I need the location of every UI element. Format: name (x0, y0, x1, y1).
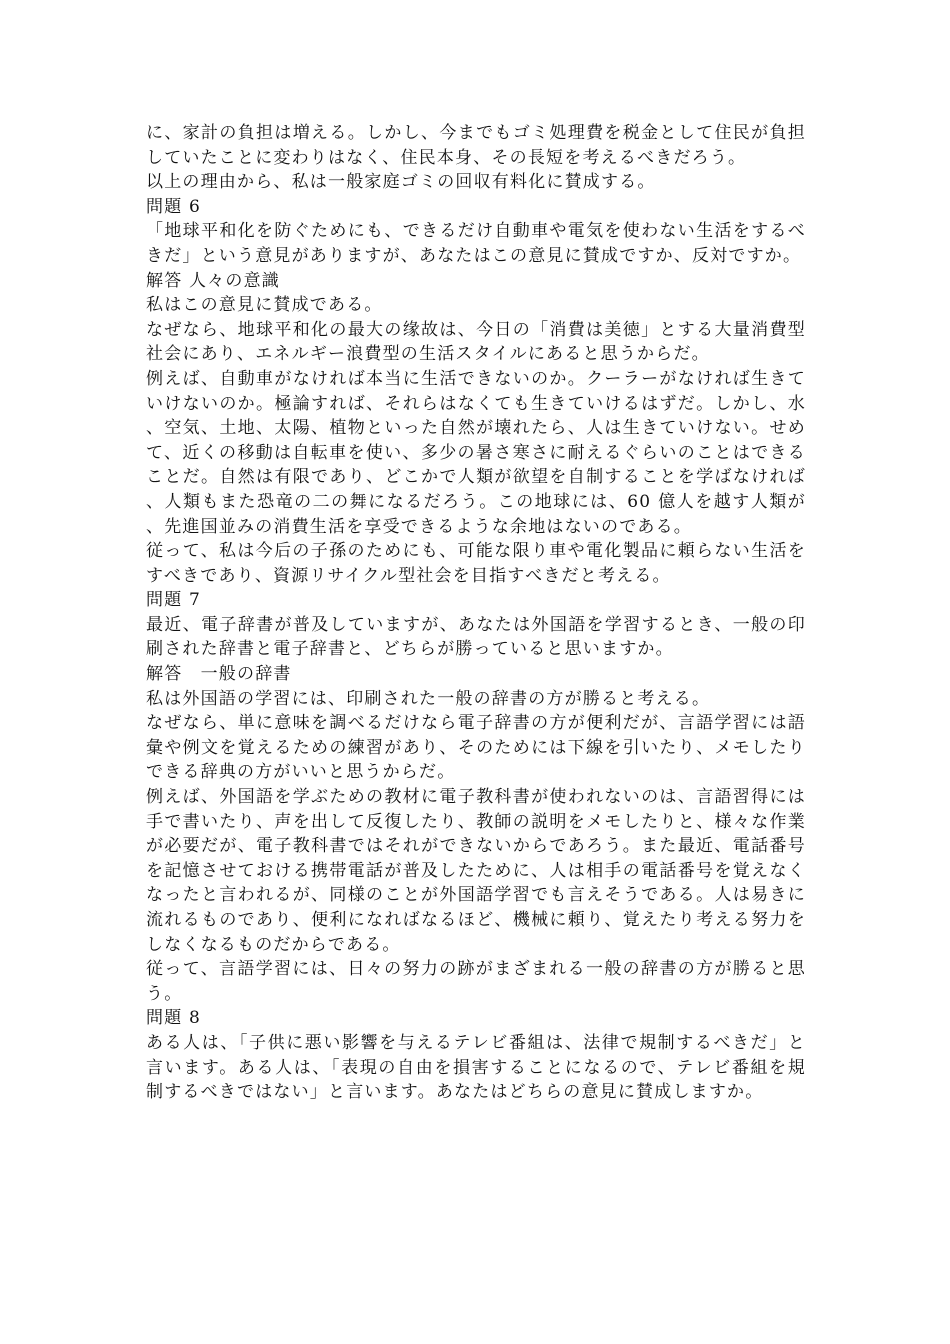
document-body (146, 121, 806, 1105)
answer-6-opinion: 私はこの意見に賛成である。 (146, 295, 383, 316)
answer-6-conclusion: 従って、私は今后の子孫のためにも、可能な限り車や電化製品に頼らない生活をすべきであり、資源リサイクル型社会を目指すべきだと考える。 (146, 541, 806, 586)
answer-6-example: 例えば、自動車がなければ本当に生活できないのか。クーラーがなければ生きていけないのか。極論すれば、それらはなくても生きていけるはずだ。しかし、水、空気、土地、太陽、植物といった自然が壊れたら、人は生きていけない。せめて、近くの移動は自転車を使い、多少の暑さ寒さに耐えるぐらいのことはできることだ。自然は有限であり、どこかで人類が欲望を自制することを学ばなければ、人類もまた恐竜の二の舞になるだろう。この地球には、60 億人を越す人類が、先進国並みの消費生活を享受できるような余地はないのである。 (146, 368, 806, 537)
question-8-text: ある人は、「子供に悪い影響を与えるテレビ番組は、法律で規制するべきだ」と言います。ある人は、「表現の自由を損害することになるので、テレビ番組を規制するべきではない」と言います。あなたはどちらの意見に賛成しますか。 (146, 1032, 806, 1103)
question-6-text: 「地球平和化を防ぐためにも、できるだけ自動車や電気を使わない生活をするべきだ」という意見がありますが、あなたはこの意見に賛成ですか、反対ですか。 (146, 221, 806, 266)
answer-6-heading: 解答 人々の意識 (146, 270, 281, 291)
question-6-heading: 問題 6 (146, 196, 202, 217)
answer-7-example: 例えば、外国語を学ぶための教材に電子教科書が使われないのは、言語習得には手で書いたり、声を出して反復したり、教師の説明をメモしたりと、様々な作業が必要だが、電子教科書ではそれができないからであろう。また最近、電話番号を記憶させておける携帯電話が普及したために、人は相手の電話番号を覚えなくなったと言われるが、同様のことが外国語学習でも言えそうである。人は易きに流れるものであり、便利になればなるほど、機械に頼り、覚えたり考える努力をしなくなるものだからである。 (146, 787, 806, 955)
paragraph-summary-opinion: 以上の理由から、私は一般家庭ゴミの回収有料化に賛成する。 (146, 172, 656, 193)
question-7-text: 最近、電子辞書が普及していますが、あなたは外国語を学習するとき、一般の印刷された辞書と電子辞書と、どちらが勝っていると思いますか。 (146, 614, 806, 660)
answer-7-conclusion: 従って、言語学習には、日々の努力の跡がまざまれる一般の辞書の方が勝ると思う。 (146, 959, 806, 1004)
question-8-heading: 問題 8 (146, 1008, 202, 1029)
answer-7-reason: なぜなら、単に意味を調べるだけなら電子辞書の方が便利だが、言語学習には語彙や例文を覚えるための練習があり、そのためには下線を引いたり、メモしたりできる辞典の方がいいと思うからだ。 (146, 713, 806, 783)
answer-7-heading: 解答 一般の辞書 (146, 664, 292, 685)
answer-7-opinion: 私は外国語の学習には、印刷された一般の辞書の方が勝ると考える。 (146, 688, 711, 709)
answer-6-reason: なぜなら、地球平和化の最大の缘故は、今日の「消費は美徳」とする大量消費型社会にあり、エネルギー浪費型の生活スタイルにあると思うからだ。 (146, 319, 806, 365)
paragraph-garbage-cost-conclusion: に、家計の負担は増える。しかし、今までもゴミ処理費を税金として住民が負担していたことに変わりはなく、住民本身、その長短を考えるべきだろう。 (146, 123, 806, 168)
question-7-heading: 問題 7 (146, 590, 202, 611)
